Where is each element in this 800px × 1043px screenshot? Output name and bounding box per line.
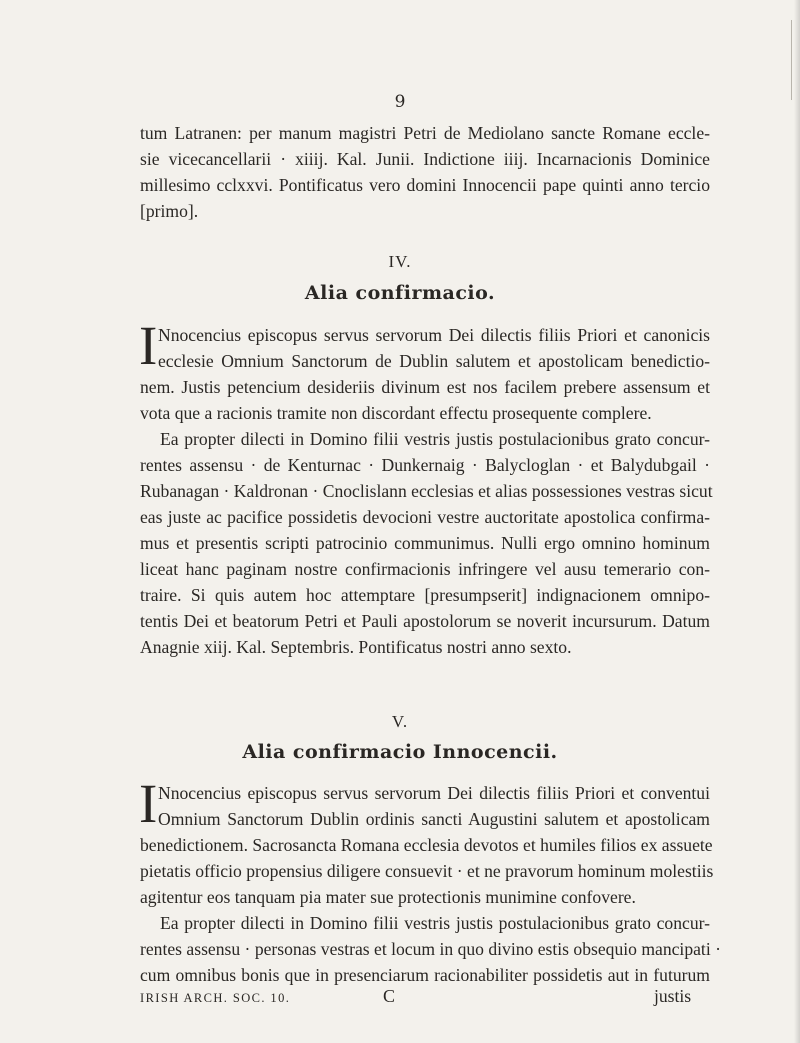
catchword: justis [654,986,692,1006]
text-line: millesimo cclxxvi. Pontificatus vero domini Innocencii pape quinti anno tercio [140,175,710,195]
signature-mark: C [383,986,396,1006]
text-line: nem. Justis petencium desideriis divinum est nos facilem prebere assensum et [140,377,710,397]
text-line: Nnocencius episcopus servus servorum Dei dilectis filiis Priori et conventui [158,783,710,803]
text-line: tentis Dei et beatorum Petri et Pauli apostolorum se noverit incursurum. Datum [140,611,710,631]
page-edge-line [791,20,792,100]
section-numeral: IV. [388,252,412,271]
text-line: Ea propter dilecti in Domino filii vestris justis postulacionibus grato concur- [160,913,710,933]
text-line: tum Latranen: per manum magistri Petri de Mediolano sancte Romane eccle- [140,123,710,143]
text-line: Rubanagan · Kaldronan · Cnoclislann ecclesias et alias possessiones vestras sicut [140,481,713,501]
text-line: Ea propter dilecti in Domino filii vestris justis postulacionibus grato concur- [160,429,710,449]
text-line: cum omnibus bonis que in presenciarum racionabiliter possidetis aut in futurum [140,965,710,985]
text-line: traire. Si quis autem hoc attemptare [presumpserit] indignacionem omnipo- [140,585,710,605]
page-edge-shadow [794,0,800,1043]
section-numeral: V. [391,712,409,731]
text-line: Anagnie xiij. Kal. Septembris. Pontificatus nostri anno sexto. [140,637,572,657]
text-line: [primo]. [140,201,199,221]
text-line: benedictionem. Sacrosancta Romana ecclesia devotos et humiles filios ex assuete [140,835,713,855]
text-line: ecclesie Omnium Sanctorum de Dublin salutem et apostolicam benedictio- [158,351,710,371]
page-number: 9 [394,92,406,112]
text-line: Omnium Sanctorum Dublin ordinis sancti Augustini salutem et apostolicam [158,809,710,829]
section-heading: Alia confirmacio Innocencii. [242,741,558,763]
text-line: agitentur eos tanquam pia mater sue protectionis munimine confovere. [140,887,636,907]
text-line: liceat hanc paginam nostre confirmacionis infringere vel ausu temerario con- [140,559,710,579]
text-line: eas juste ac pacifice possidetis devocioni vestre auctoritate apostolica confirma- [140,507,710,527]
text-line: mus et presentis scripti patrocinio communimus. Nulli ergo omnino hominum [140,533,710,553]
drop-cap: I [139,315,158,376]
text-line: rentes assensu · personas vestras et locum in quo divino estis obsequio mancipati · [140,939,721,959]
text-line: Nnocencius episcopus servus servorum Dei dilectis filiis Priori et canonicis [158,325,710,345]
text-line: rentes assensu · de Kenturnac · Dunkernaig · Balycloglan · et Balydubgail · [140,455,710,475]
section-heading: Alia confirmacio. [304,282,496,304]
text-line: pietatis officio propensius diligere consuevit · et ne pravorum hominum molestiis [140,861,714,881]
footer-publication-note: IRISH ARCH. SOC. 10. [140,991,291,1005]
text-line: sie vicecancellarii · xiiij. Kal. Junii. Indictione iiij. Incarnacionis Dominice [140,149,710,169]
drop-cap: I [139,773,158,834]
text-line: vota que a racionis tramite non discordant effectu prosequente complere. [140,403,652,423]
